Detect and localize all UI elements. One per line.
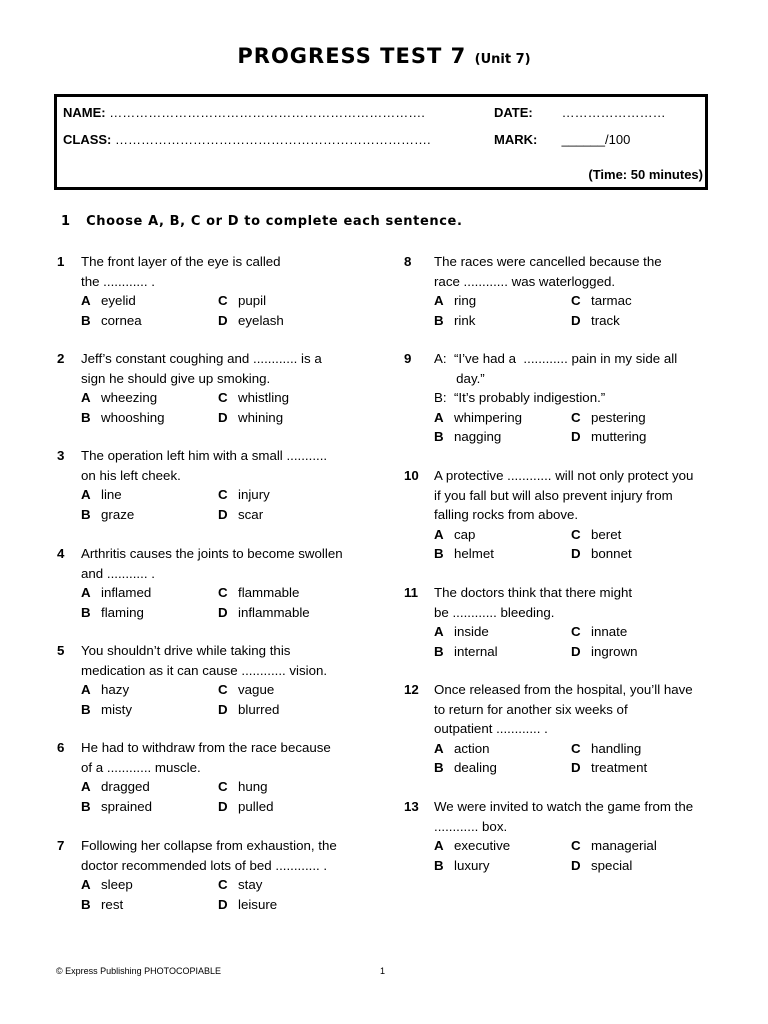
option-letter: A [434, 409, 444, 425]
answer-options [81, 875, 367, 914]
option-text: cornea [101, 312, 142, 328]
answer-option[interactable] [218, 895, 355, 915]
option-text: managerial [591, 838, 657, 853]
option-text: eyelash [238, 312, 284, 328]
option-text: flaming [101, 604, 144, 620]
answer-option[interactable] [81, 485, 218, 505]
option-letter: D [218, 798, 228, 814]
question-number: 8 [404, 254, 412, 269]
option-text: injury [238, 487, 270, 502]
answer-options [81, 777, 367, 816]
option-letter: D [571, 312, 581, 328]
question-text-line: be ............ bleeding. [434, 604, 555, 620]
question-number: 4 [57, 546, 65, 561]
question-number: 9 [404, 351, 412, 366]
option-letter: B [81, 506, 91, 522]
answer-option[interactable] [81, 777, 218, 797]
option-letter: A [81, 390, 91, 405]
question-text-line: day.” [434, 370, 485, 386]
question-text-line: B: “It’s probably indigestion.” [434, 390, 606, 405]
section-number: 1 [61, 214, 71, 229]
option-letter: C [218, 585, 228, 600]
answer-option[interactable] [81, 408, 218, 428]
option-text: leisure [238, 896, 278, 912]
question-text-line: and ........... . [81, 565, 155, 581]
option-letter: B [81, 701, 91, 717]
option-text: inflammable [238, 604, 310, 620]
answer-option[interactable] [571, 427, 708, 447]
question-text-line: if you fall but will also prevent injury from [434, 487, 673, 503]
instruction-text: Choose A, B, C or D to complete each sentence. [86, 214, 463, 229]
option-text: inflamed [101, 585, 152, 600]
question-text-line: falling rocks from above. [434, 507, 579, 522]
option-text: sprained [101, 798, 153, 814]
option-text: scar [238, 506, 264, 522]
answer-option[interactable] [81, 797, 218, 817]
option-text: line [101, 487, 122, 502]
option-text: muttering [591, 429, 647, 444]
section-instruction [61, 214, 463, 229]
answer-option[interactable] [434, 739, 571, 759]
option-letter: C [571, 526, 581, 542]
answer-option[interactable] [571, 856, 708, 876]
question-text [81, 252, 367, 291]
option-text: rest [101, 896, 124, 912]
option-letter: A [434, 526, 444, 542]
question-text-line: The operation left him with a small ........... [81, 448, 328, 463]
answer-option[interactable] [81, 505, 218, 525]
question-number: 10 [404, 468, 419, 483]
question-text [81, 641, 367, 680]
option-letter: A [434, 838, 444, 853]
answer-option[interactable] [218, 505, 355, 525]
question-text-line: A protective ............ will not only protect you [434, 468, 694, 483]
option-text: tarmac [591, 293, 632, 308]
answer-option[interactable] [571, 544, 708, 564]
answer-options [434, 408, 724, 447]
answer-option[interactable] [571, 525, 708, 545]
question-text-line: He had to withdraw from the race because [81, 740, 331, 755]
answer-options [81, 388, 367, 427]
question-text-line: Jeff’s constant coughing and ............ is a [81, 351, 322, 366]
answer-option[interactable] [434, 836, 571, 856]
option-text: beret [591, 526, 622, 542]
question-text-line: You shouldn’t drive while taking this [81, 643, 291, 658]
option-text: whining [238, 409, 284, 425]
question-text-line: Arthritis causes the joints to become swollen [81, 546, 343, 561]
option-letter: C [218, 293, 228, 308]
option-text: graze [101, 506, 135, 522]
option-letter: C [218, 682, 228, 697]
class-row [63, 132, 431, 147]
option-text: rink [454, 312, 476, 328]
answer-option[interactable] [434, 408, 571, 428]
option-text: whistling [238, 390, 289, 405]
question-5 [57, 641, 367, 719]
option-text: helmet [454, 546, 494, 561]
option-text: vague [238, 682, 275, 697]
answer-options [434, 291, 724, 330]
option-letter: D [218, 701, 228, 717]
mark-field[interactable]: ______/100 [561, 132, 631, 147]
question-1 [57, 252, 367, 330]
mark-row [494, 132, 630, 147]
answer-option[interactable] [81, 291, 218, 311]
question-text [81, 738, 367, 777]
option-letter: D [218, 409, 228, 425]
unit-label: (Unit 7) [474, 52, 531, 67]
answer-option[interactable] [218, 603, 355, 623]
question-text [81, 544, 367, 583]
option-letter: B [434, 429, 444, 444]
option-letter: D [218, 312, 228, 328]
answer-option[interactable] [434, 311, 571, 331]
mark-label: MARK: [494, 132, 538, 147]
answer-option[interactable] [81, 311, 218, 331]
question-6 [57, 738, 367, 816]
option-text: pestering [591, 409, 646, 425]
option-letter: C [571, 624, 581, 639]
option-letter: D [571, 643, 581, 659]
question-text-line: A: “I’ve had a ............ pain in my side all [434, 351, 678, 366]
option-text: innate [591, 624, 628, 639]
answer-option[interactable] [571, 758, 708, 778]
question-text-line: medication as it can cause ............ vision. [81, 662, 328, 678]
question-number: 12 [404, 682, 419, 697]
answer-option[interactable] [434, 622, 571, 642]
option-text: whooshing [101, 409, 165, 425]
copyright-footer: © Express Publishing PHOTOCOPIABLE [56, 966, 222, 976]
option-letter: B [81, 798, 91, 814]
option-letter: A [434, 293, 444, 308]
question-text-line: Following her collapse from exhaustion, the [81, 838, 337, 853]
question-text [81, 349, 367, 388]
question-text-line: ............ box. [434, 818, 508, 834]
option-letter: C [218, 779, 228, 794]
answer-options [81, 485, 367, 524]
option-text: executive [454, 838, 511, 853]
answer-option[interactable] [81, 603, 218, 623]
answer-option[interactable] [218, 388, 355, 408]
answer-option[interactable] [81, 875, 218, 895]
question-number: 13 [404, 799, 419, 814]
option-text: bonnet [591, 546, 632, 561]
option-letter: B [81, 604, 91, 620]
option-text: cap [454, 526, 476, 542]
option-letter: A [81, 585, 91, 600]
option-text: misty [101, 701, 133, 717]
question-11 [404, 583, 724, 661]
question-text-line: Once released from the hospital, you’ll have [434, 682, 693, 697]
answer-option[interactable] [218, 291, 355, 311]
question-number: 1 [57, 254, 65, 269]
answer-option[interactable] [434, 544, 571, 564]
answer-option[interactable] [81, 583, 218, 603]
answer-options [81, 583, 367, 622]
answer-option[interactable] [81, 895, 218, 915]
question-number: 3 [57, 448, 65, 463]
answer-options [434, 739, 724, 778]
answer-option[interactable] [218, 777, 355, 797]
question-3 [57, 446, 367, 524]
question-number: 7 [57, 838, 65, 853]
answer-option[interactable] [218, 797, 355, 817]
option-letter: A [81, 682, 91, 697]
question-text-line: of a ............ muscle. [81, 759, 201, 775]
question-number: 6 [57, 740, 65, 755]
test-title: PROGRESS TEST 7 [237, 44, 467, 68]
option-letter: A [81, 877, 91, 892]
option-text: pupil [238, 293, 267, 308]
question-number: 5 [57, 643, 65, 658]
option-letter: C [218, 487, 228, 502]
option-letter: B [434, 312, 444, 328]
option-text: eyelid [101, 293, 136, 308]
option-letter: A [81, 293, 91, 308]
question-text-line: doctor recommended lots of bed ............ . [81, 857, 328, 873]
answer-option[interactable] [571, 642, 708, 662]
question-number: 2 [57, 351, 65, 366]
option-text: internal [454, 643, 498, 659]
option-text: action [454, 740, 490, 756]
question-text [81, 446, 367, 485]
option-letter: D [218, 506, 228, 522]
option-letter: B [434, 643, 444, 659]
answer-option[interactable] [81, 388, 218, 408]
question-text [434, 680, 724, 739]
option-text: wheezing [101, 390, 158, 405]
name-field[interactable]: ………………………………………………………………. [109, 105, 425, 120]
answer-option[interactable] [218, 485, 355, 505]
answer-option[interactable] [434, 525, 571, 545]
question-text-line: The races were cancelled because the [434, 254, 662, 269]
option-letter: D [218, 604, 228, 620]
answer-option[interactable] [434, 856, 571, 876]
date-field[interactable]: …………………… [561, 105, 666, 120]
question-number: 11 [404, 585, 419, 600]
question-text-line: The doctors think that there might [434, 585, 633, 600]
date-row [494, 105, 666, 120]
class-field[interactable]: ………………………………………………………………. [115, 132, 431, 147]
option-text: whimpering [454, 409, 522, 425]
question-text-line: outpatient ............ . [434, 721, 548, 736]
option-text: ingrown [591, 643, 638, 659]
option-text: luxury [454, 857, 490, 873]
option-letter: D [571, 546, 581, 561]
option-letter: B [81, 409, 91, 425]
answer-option[interactable] [218, 408, 355, 428]
answer-option[interactable] [218, 700, 355, 720]
option-letter: D [571, 760, 581, 775]
option-text: hazy [101, 682, 130, 697]
answer-option[interactable] [434, 758, 571, 778]
option-text: ring [454, 293, 477, 308]
student-info-box [54, 94, 708, 190]
question-text [81, 836, 367, 875]
answer-options [434, 836, 724, 875]
option-text: hung [238, 779, 268, 794]
question-text [434, 349, 724, 408]
option-letter: A [81, 779, 91, 794]
option-letter: A [434, 740, 444, 756]
option-letter: B [434, 760, 444, 775]
question-10 [404, 466, 724, 564]
question-text-line: race ............ was waterlogged. [434, 273, 616, 289]
option-letter: B [434, 857, 444, 873]
option-letter: A [81, 487, 91, 502]
question-text-line: to return for another six weeks of [434, 701, 628, 717]
question-text-line: on his left cheek. [81, 467, 181, 483]
option-text: special [591, 857, 633, 873]
question-12 [404, 680, 724, 778]
question-text-line: the ............ . [81, 273, 155, 289]
option-text: blurred [238, 701, 280, 717]
time-limit: (Time: 50 minutes) [588, 167, 703, 182]
option-letter: B [81, 312, 91, 328]
option-letter: C [571, 293, 581, 308]
option-text: inside [454, 624, 489, 639]
option-letter: D [571, 429, 581, 444]
option-letter: C [218, 390, 228, 405]
option-letter: A [434, 624, 444, 639]
question-text [434, 583, 724, 622]
answer-option[interactable] [571, 311, 708, 331]
question-2 [57, 349, 367, 427]
answer-option[interactable] [434, 427, 571, 447]
page-number: 1 [380, 966, 386, 976]
option-text: flammable [238, 585, 300, 600]
answer-option[interactable] [571, 622, 708, 642]
option-letter: C [571, 740, 581, 756]
option-letter: C [571, 838, 581, 853]
question-7 [57, 836, 367, 914]
option-letter: D [571, 857, 581, 873]
name-label: NAME: [63, 105, 106, 120]
question-8 [404, 252, 724, 330]
option-text: dragged [101, 779, 150, 794]
answer-options [81, 680, 367, 719]
answer-options [434, 525, 724, 564]
date-label: DATE: [494, 105, 533, 120]
option-letter: D [218, 896, 228, 912]
question-9 [404, 349, 724, 447]
answer-options [81, 291, 367, 330]
question-4 [57, 544, 367, 622]
answer-option[interactable] [81, 700, 218, 720]
option-text: pulled [238, 798, 274, 814]
answer-option[interactable] [218, 311, 355, 331]
question-13 [404, 797, 724, 875]
answer-option[interactable] [571, 836, 708, 856]
answer-option[interactable] [571, 739, 708, 759]
option-text: stay [238, 877, 263, 892]
option-letter: C [571, 409, 581, 425]
answer-option[interactable] [81, 680, 218, 700]
page-title [0, 44, 768, 68]
option-letter: B [81, 896, 91, 912]
option-text: track [591, 312, 620, 328]
answer-option[interactable] [571, 408, 708, 428]
option-text: treatment [591, 760, 648, 775]
question-text [434, 466, 724, 525]
option-text: handling [591, 740, 642, 756]
answer-option[interactable] [218, 583, 355, 603]
answer-options [434, 622, 724, 661]
question-text-line: The front layer of the eye is called [81, 254, 281, 269]
option-text: dealing [454, 760, 497, 775]
answer-option[interactable] [218, 875, 355, 895]
answer-option[interactable] [434, 291, 571, 311]
question-text [434, 252, 724, 291]
question-text-line: We were invited to watch the game from the [434, 799, 694, 814]
option-text: sleep [101, 877, 133, 892]
question-text [434, 797, 724, 836]
option-text: nagging [454, 429, 502, 444]
option-letter: C [218, 877, 228, 892]
answer-option[interactable] [218, 680, 355, 700]
question-text-line: sign he should give up smoking. [81, 370, 271, 386]
answer-option[interactable] [434, 642, 571, 662]
class-label: CLASS: [63, 132, 112, 147]
option-letter: B [434, 546, 444, 561]
name-row [63, 105, 425, 120]
answer-option[interactable] [571, 291, 708, 311]
